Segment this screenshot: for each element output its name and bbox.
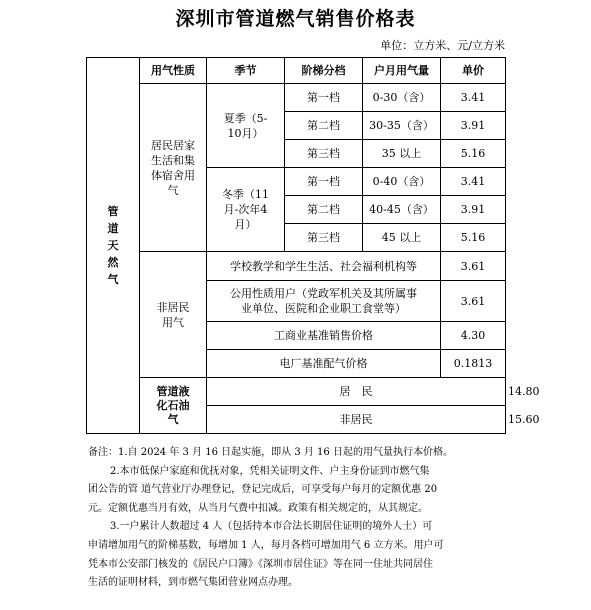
price-value: 4.30 — [441, 322, 506, 350]
table-row — [87, 84, 506, 112]
non-residential-desc: 学校教学和学生生活、社会福利机构等 — [207, 252, 441, 281]
price-value: 3.61 — [441, 252, 506, 281]
note-line: 申请增加用气的阶梯基数，每增加 1 人，每月各档可增加用气 6 立方米。用户可 — [88, 539, 444, 551]
non-residential-label: 非居民用气 — [140, 252, 207, 378]
residential-label: 居民居家生活和集体宿舍用气 — [140, 84, 207, 252]
price-value: 5.16 — [441, 140, 506, 168]
usage-range: 0-40（含） — [363, 168, 441, 196]
header-price: 单价 — [441, 58, 506, 84]
season-winter: 冬季（11月-次年4月） — [207, 168, 285, 252]
tier-label: 第三档 — [285, 224, 363, 252]
usage-range: 45 以上 — [363, 224, 441, 252]
tier-label: 第二档 — [285, 112, 363, 140]
header-monthly-usage: 户月用气量 — [363, 58, 441, 84]
note-line: 元。定额优惠当月有效，从当月气费中扣减。政策有相关规定的，从其规定。 — [88, 502, 428, 514]
tier-label: 第三档 — [285, 140, 363, 168]
note-line: 3.一户累计人数超过 4 人（包括持本市合法长期居住证明的境外人士）可 — [110, 521, 433, 533]
price-value: 3.91 — [441, 196, 506, 224]
price-value: 3.41 — [441, 168, 506, 196]
tier-label: 第一档 — [285, 168, 363, 196]
header-usage: 用气性质 — [140, 58, 207, 84]
usage-range: 30-35（含） — [363, 112, 441, 140]
notes-section — [88, 444, 508, 593]
page-title: 深圳市管道燃气销售价格表 — [175, 8, 416, 30]
table-row — [87, 252, 506, 281]
non-residential-desc: 公用性质用户（党政军机关及其所属事业单位、医院和企业职工食堂等） — [207, 281, 441, 322]
non-residential-desc: 电厂基准配气价格 — [207, 350, 441, 378]
price-table — [86, 57, 540, 434]
price-value: 3.61 — [441, 281, 506, 322]
header-tier: 阶梯分档 — [285, 58, 363, 84]
price-value: 3.91 — [441, 112, 506, 140]
price-value: 5.16 — [441, 224, 506, 252]
usage-range: 35 以上 — [363, 140, 441, 168]
usage-range: 0-30（含） — [363, 84, 441, 112]
header-season: 季节 — [207, 58, 285, 84]
note-line: 生活的证明材料，到市燃气集团营业网点办理。 — [88, 577, 298, 589]
lpg-desc: 居 民 — [207, 378, 506, 406]
header-row — [87, 58, 506, 84]
category-pipeline-gas: 管道天然气 — [87, 58, 140, 434]
lpg-desc: 非居民 — [207, 406, 506, 434]
non-residential-desc: 工商业基准销售价格 — [207, 322, 441, 350]
price-value: 3.41 — [441, 84, 506, 112]
note-line: 2.本市低保户家庭和优抚对象，凭相关证明文件、户主身份证到市燃气集 — [110, 465, 430, 477]
table-row: 管道液化石油气 居 民 14.80 — [87, 378, 506, 406]
category-lpg: 管道液化石油气 — [140, 378, 207, 434]
usage-range: 40-45（含） — [363, 196, 441, 224]
note-line: 凭本市公安部门核发的《居民户口簿》《深圳市居住证》等在同一住址共同居住 — [88, 558, 433, 570]
note-line: 团公告的管 道气营业厅办理登记，登记完成后，可享受每户每月的定额优惠 20 — [88, 484, 438, 496]
season-summer: 夏季（5-10月） — [207, 84, 285, 168]
table-row: 非居民 15.60 — [87, 406, 506, 434]
tier-label: 第二档 — [285, 196, 363, 224]
price-value: 0.1813 — [441, 350, 506, 378]
tier-label: 第一档 — [285, 84, 363, 112]
note-line: 备注：1.自 2024 年 3 月 16 日起实施，即从 3 月 16 日起的用气量执行本价格。 — [88, 447, 453, 458]
unit-note: 单位：立方米、元/立方米 — [380, 39, 505, 52]
